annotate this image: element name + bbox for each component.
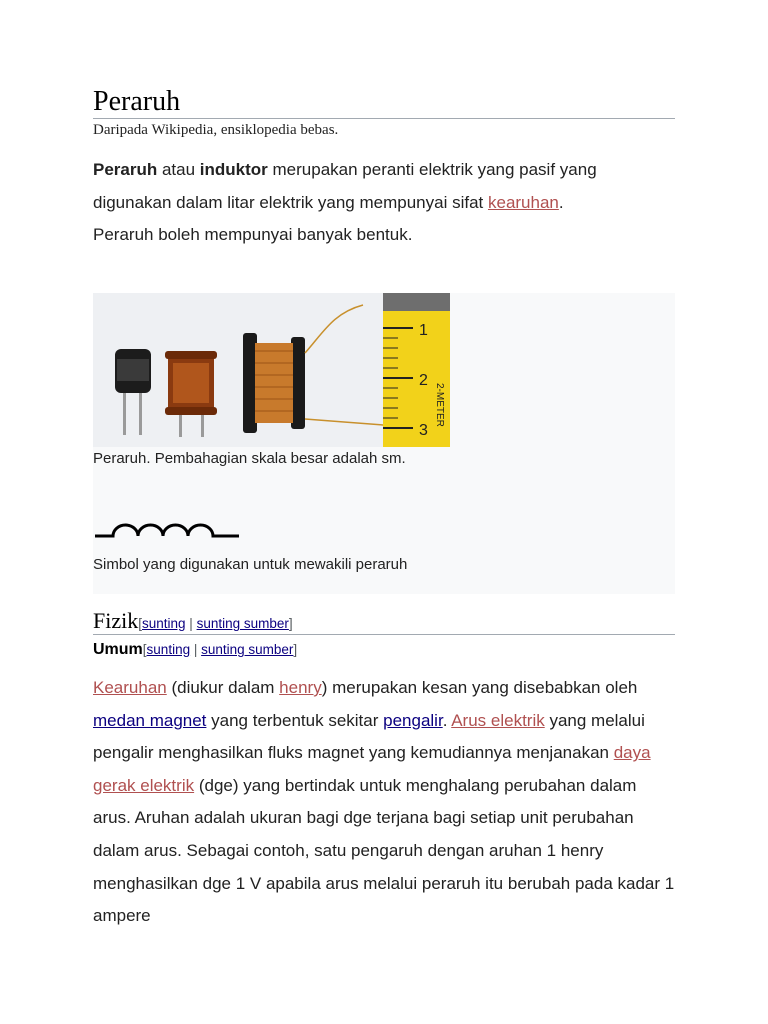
bracket: ] <box>293 642 298 657</box>
figure-box <box>93 293 675 594</box>
body-text: (dge) yang bertindak untuk menghalang perubahan dalam arus. Aruhan adalah ukuran bagi dge terjana bagi setiap unit perubahan dalam arus. Sebagai contoh, satu pengaruh dengan aruhan 1 henry menghasilkan dge 1 V apabila arus melalui peraruh itu berubah pada kadar 1 ampere <box>93 775 675 926</box>
subsection-heading-umum <box>93 640 297 660</box>
bracket: [ <box>142 642 147 657</box>
bracket: [ <box>138 616 142 631</box>
edit-source-link[interactable]: sunting sumber <box>201 642 294 657</box>
intro-text: Peraruh boleh mempunyai banyak bentuk. <box>93 225 413 245</box>
edit-link[interactable]: sunting <box>142 616 186 631</box>
link-arus-elektrik[interactable]: Arus elektrik <box>451 710 545 730</box>
ruler-number: 3 <box>419 422 428 439</box>
link-pengalir[interactable]: pengalir <box>383 710 443 730</box>
edit-section-links <box>143 642 297 657</box>
link-daya-gerak-elektrik[interactable]: daya gerak elektrik <box>93 743 651 795</box>
body-paragraph <box>93 672 675 933</box>
ruler <box>383 293 450 447</box>
heading-text: Fizik <box>93 608 139 633</box>
body-text: . <box>442 710 452 730</box>
intro-paragraph <box>93 154 675 252</box>
ruler-number: 1 <box>419 322 428 339</box>
ruler-number: 2 <box>419 372 428 389</box>
page-title: Peraruh <box>93 86 675 119</box>
bold-term: Peraruh <box>93 160 158 179</box>
inductor-symbol-icon <box>95 515 241 539</box>
link-henry[interactable]: henry <box>279 678 322 697</box>
figure-caption: Simbol yang digunakan untuk mewakili peraruh <box>93 556 408 573</box>
separator: | <box>185 616 197 631</box>
ruler-text: 2-METER <box>434 383 445 427</box>
inductors-photo[interactable] <box>93 293 450 447</box>
intro-text: atau <box>157 160 200 179</box>
edit-source-link[interactable]: sunting sumber <box>196 616 289 631</box>
bold-term: induktor <box>199 160 268 179</box>
heading-text: Umum <box>93 641 143 658</box>
link-medan-magnet[interactable]: medan magnet <box>93 710 207 730</box>
body-text: yang melalui pengalir menghasilkan fluks magnet yang kemudiannya menjanakan <box>93 710 645 763</box>
link-kearuhan[interactable]: Kearuhan <box>93 678 167 697</box>
edit-link[interactable]: sunting <box>146 642 191 657</box>
link-kearuhan[interactable]: kearuhan <box>487 192 559 212</box>
figure-caption: Peraruh. Pembahagian skala besar adalah sm. <box>93 450 406 467</box>
intro-text: . <box>558 192 564 212</box>
body-text: ) merupakan kesan yang disebabkan oleh <box>321 678 638 697</box>
body-text: (diukur dalam <box>166 678 280 697</box>
edit-section-links <box>138 616 292 631</box>
intro-text: merupakan peranti elektrik yang pasif yang digunakan dalam litar elektrik yang mempunyai sifat <box>93 160 597 212</box>
separator: | <box>190 642 202 657</box>
body-text: yang terbentuk sekitar <box>206 710 384 730</box>
bracket: ] <box>288 616 293 631</box>
section-heading-fizik <box>93 608 675 635</box>
tagline: Daripada Wikipedia, ensiklopedia bebas. <box>93 122 339 138</box>
